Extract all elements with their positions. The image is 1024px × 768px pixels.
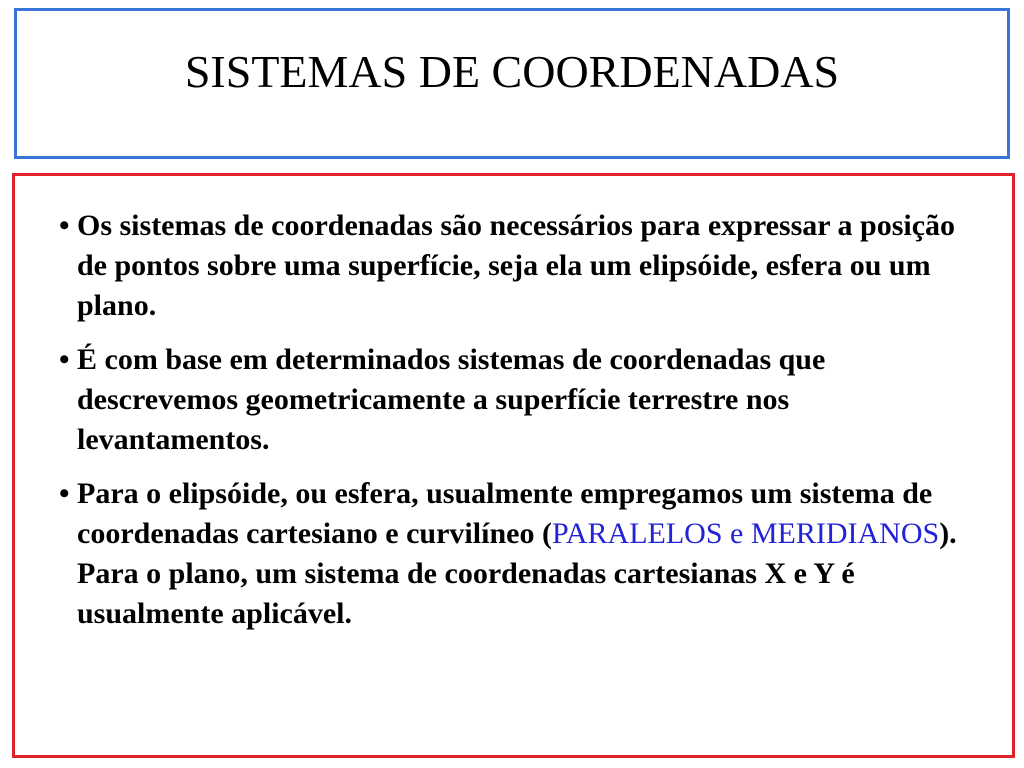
bullet-text-3-before: Para o elipsóide, ou esfera, usualmente empregamos um sistema de coordenadas cartesiano e curvilíneo ( bbox=[77, 477, 933, 550]
bullet-dot-icon: • bbox=[59, 209, 70, 242]
bullet-item-2 bbox=[59, 340, 989, 460]
bullet-text-3-after: ). Para o plano, um sistema de coordenadas cartesianas X e Y é usualmente aplicável. bbox=[77, 517, 957, 630]
bullet-item-1 bbox=[59, 206, 989, 326]
bullet-list bbox=[59, 206, 989, 648]
bullet-dot-icon: • bbox=[59, 477, 70, 510]
slide-title: SISTEMAS DE COORDENADAS bbox=[184, 46, 840, 97]
bullet-item-3 bbox=[59, 474, 989, 634]
bullet-text-1: Os sistemas de coordenadas são necessários para expressar a posição de pontos sobre uma superfície, seja ela um elipsóide, esfera ou um plano. bbox=[77, 209, 956, 322]
highlight-paralelos-meridianos: PARALELOS e MERIDIANOS bbox=[551, 517, 940, 550]
content-frame bbox=[12, 173, 1015, 758]
bullet-dot-icon: • bbox=[59, 343, 70, 376]
title-frame bbox=[14, 8, 1010, 159]
bullet-text-2: É com base em determinados sistemas de coordenadas que descrevemos geometricamente a superfície terrestre nos levantamentos. bbox=[77, 343, 826, 456]
